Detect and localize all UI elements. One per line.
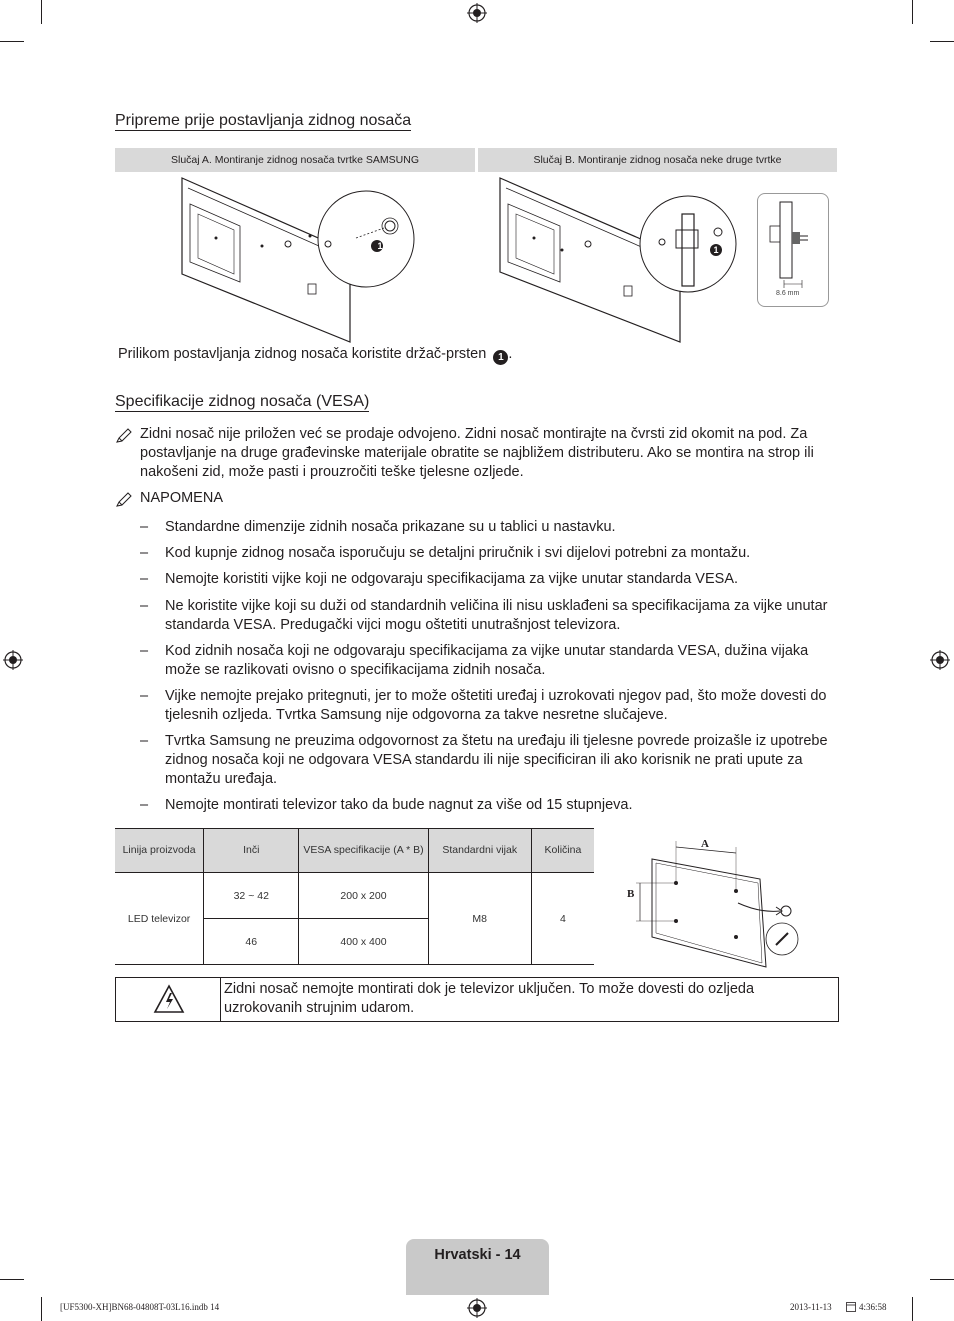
page-number-tab: Hrvatski - 14 — [406, 1239, 549, 1295]
table-row — [115, 873, 594, 919]
footer-date: 2013-11-13 — [790, 1302, 832, 1312]
case-b-header: Slučaj B. Montiranje zidnog nosača neke druge tvrtke — [478, 148, 837, 172]
pencil-note-icon — [115, 491, 133, 509]
list-item-text: Standardne dimenzije zidnih nosača prikazane su u tablici u nastavku. — [165, 519, 616, 535]
warning-box — [115, 977, 839, 1022]
cell-vesa: 400 x 400 — [299, 919, 428, 965]
crop-mark — [912, 1297, 913, 1321]
calendar-glyph-icon — [846, 1302, 856, 1312]
header-vesa: VESA specifikacije (A * B) — [299, 829, 428, 873]
diagram-label-b: B — [627, 888, 635, 900]
case-a-illustration — [170, 174, 420, 344]
screw-detail-illustration — [762, 198, 824, 288]
registration-mark-icon — [467, 3, 487, 23]
crop-mark — [930, 1279, 954, 1280]
list-item-text: Nemojte koristiti vijke koji ne odgovaraju specifikacijama za vijke unutar standarda VESA. — [165, 571, 739, 587]
registration-mark-icon — [3, 650, 23, 670]
section-title-text: Specifikacije zidnog nosača (VESA) — [115, 393, 370, 410]
note-text: Zidni nosač nije priložen već se prodaje odvojeno. Zidni nosač montirajte na čvrsti zid okomit na pod. Za postavljanje na druge građevinske materijale obratite se najbližem distributeru. Ako se montira na strop ili nakošeni zid, može pasti i prouzročiti teške tjelesne ozljede. — [140, 426, 814, 480]
table-header-row — [115, 829, 594, 873]
header-inches: Inči — [204, 829, 299, 873]
note-label: NAPOMENA — [140, 490, 223, 506]
list-item-text: Kod zidnih nosača koji ne odgovaraju specifikacijama za vijke unutar standarda VESA, dužina vijaka može se razlikovati ovisno o specifikacijama zidnih nosača. — [165, 643, 809, 678]
header-product-line: Linija proizvoda — [115, 829, 204, 873]
cell-product: LED televizor — [115, 873, 204, 965]
crop-mark — [912, 0, 913, 24]
note-napomena — [115, 489, 840, 509]
footer-time: 4:36:58 — [859, 1302, 887, 1312]
vesa-diagram-illustration — [620, 833, 820, 973]
note-wall-mount — [115, 425, 840, 485]
header-quantity: Količina — [531, 829, 594, 873]
list-item-text: Nemojte montirati televizor tako da bude nagnut za više od 15 stupnjeva. — [165, 797, 633, 813]
cell-inch: 32 ~ 42 — [204, 873, 299, 919]
section-title-text: Pripreme prije postavljanja zidnog nosača — [115, 112, 412, 129]
case-a-header: Slučaj A. Montiranje zidnog nosača tvrtke SAMSUNG — [115, 148, 475, 172]
callout-1-label: 1 — [377, 241, 383, 251]
header-screw: Standardni vijak — [428, 829, 531, 873]
ring-holder-caption: Prilikom postavljanja zidnog nosača koristite držač-prsten 1 . — [118, 346, 513, 363]
pencil-note-icon — [115, 427, 133, 445]
footer-file-name: [UF5300-XH]BN68-04808T-03L16.indb 14 — [60, 1302, 220, 1312]
dimension-label: 8.6 mm — [776, 290, 800, 297]
crop-mark — [0, 41, 24, 42]
case-b-illustration — [490, 174, 740, 344]
list-item-text: Vijke nemojte prejako pritegnuti, jer to može oštetiti uređaj i uzrokovati njegov pad, što može dovesti do tjelesnih ozljeda. Tvrtka Samsung nije odgovorna za takve nesretne slučajeve. — [165, 688, 827, 723]
section-title-vesa — [115, 393, 369, 411]
crop-mark — [41, 1297, 42, 1321]
crop-mark — [0, 1279, 24, 1280]
crop-mark — [930, 41, 954, 42]
callout-1-label: 1 — [713, 245, 719, 255]
cell-qty: 4 — [531, 873, 594, 965]
vesa-spec-table — [115, 828, 594, 965]
crop-mark — [41, 0, 42, 24]
list-item-text: Ne koristite vijke koji su duži od standardnih veličina ili nisu usklađeni sa specifikacijama za vijke unutar standarda VESA. Predugački vijci mogu oštetiti unutrašnjost televizora. — [165, 598, 828, 633]
cell-inch: 46 — [204, 919, 299, 965]
warning-icon-cell — [116, 978, 221, 1021]
cell-vesa: 200 x 200 — [299, 873, 428, 919]
caption-text: Prilikom postavljanja zidnog nosača koristite držač-prsten — [118, 346, 487, 362]
section-title-preparation — [115, 112, 411, 130]
registration-mark-icon — [467, 1298, 487, 1318]
callout-1-icon: 1 — [493, 350, 508, 365]
cell-screw: M8 — [428, 873, 531, 965]
warning-triangle-icon — [153, 984, 185, 1014]
list-item-text: Tvrtka Samsung ne preuzima odgovornost za štetu na uređaju ili tjelesne povrede proizašle iz upotrebe zidnog nosača koji ne odgovara VESA standardu ili nije specificiran ili ako korisnik ne prati upute za montažu uređaja. — [165, 733, 828, 787]
warning-text: Zidni nosač nemojte montirati dok je televizor uključen. To može dovesti do ozljeda uzrokovanih strujnim udarom. — [224, 981, 755, 1016]
diagram-label-a: A — [701, 838, 709, 850]
registration-mark-icon — [930, 650, 950, 670]
list-item-text: Kod kupnje zidnog nosača isporučuju se detaljni priručnik i svi dijelovi potrebni za montažu. — [165, 545, 751, 561]
